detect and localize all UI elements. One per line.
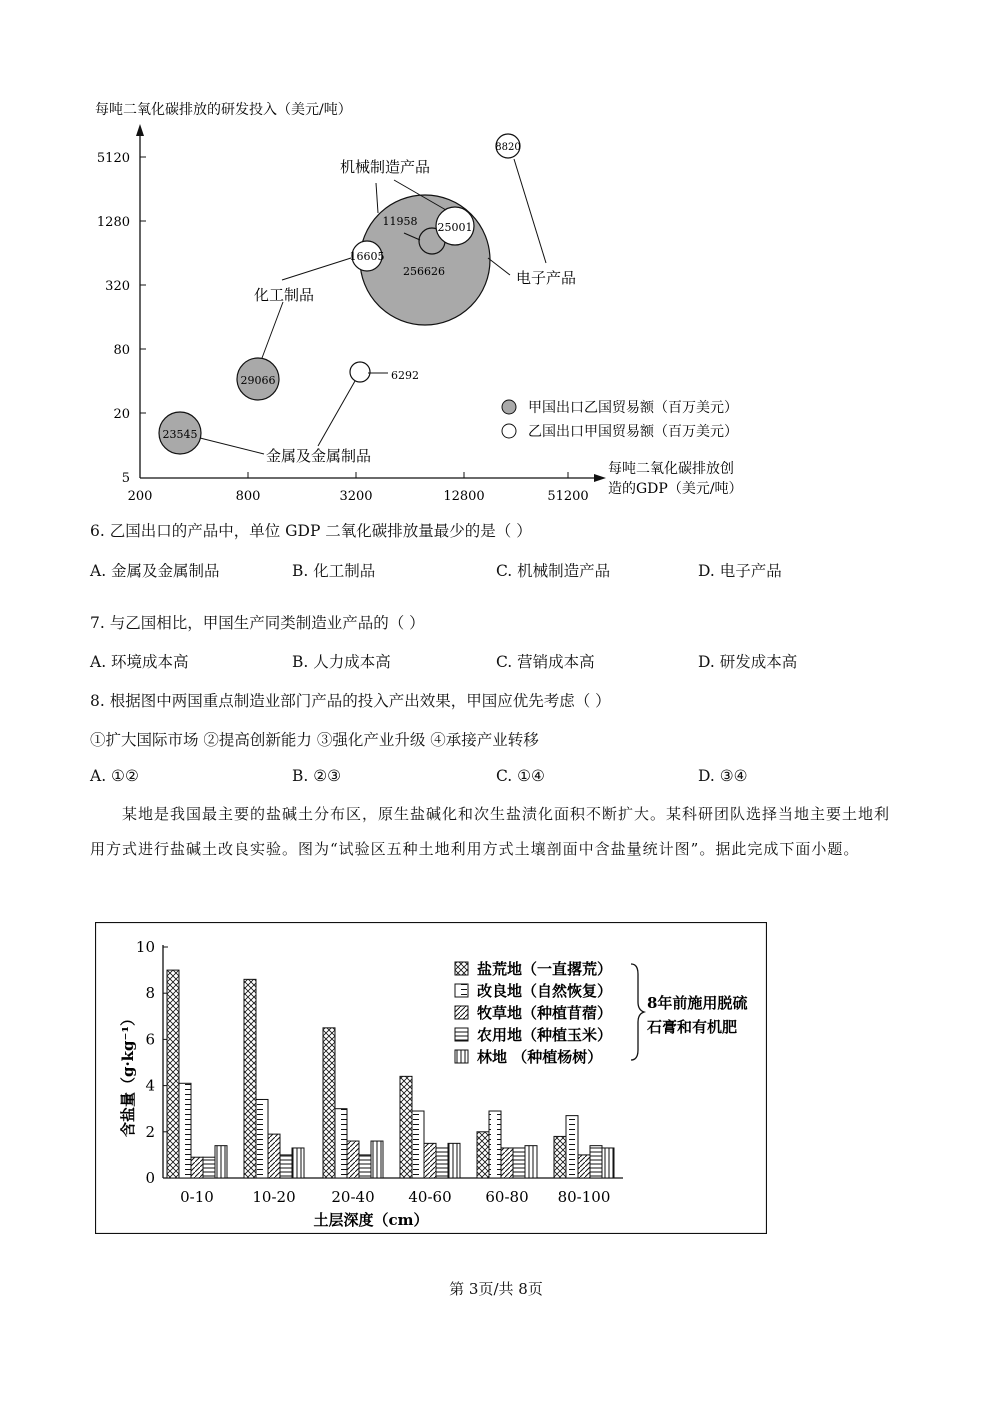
question-8-items: ①扩大国际市场 ②提高创新能力 ③强化产业升级 ④承接产业转移 xyxy=(90,731,539,749)
bar xyxy=(191,1157,203,1178)
legend-swatch xyxy=(455,984,468,997)
bubble-x-tick: 200 xyxy=(127,489,153,504)
bar xyxy=(167,970,179,1178)
q8-option-a[interactable]: A. ①② xyxy=(90,767,139,785)
bubble-label: 16605 xyxy=(349,250,385,263)
bar-chart-x-label: 土层深度（cm） xyxy=(313,1211,429,1229)
bar xyxy=(501,1148,513,1178)
bubble-label: 8820 xyxy=(495,142,521,153)
bar xyxy=(436,1148,448,1178)
bubble-y-tick: 5120 xyxy=(96,151,130,166)
bar xyxy=(525,1146,537,1178)
q7-option-a[interactable]: A. 环境成本高 xyxy=(90,653,189,671)
bubble-label: 11958 xyxy=(382,215,418,228)
callout-metal: 金属及金属制品 xyxy=(266,447,372,465)
bar-chart-bars xyxy=(167,970,614,1178)
bar xyxy=(477,1132,489,1178)
bubble-y-tick: 20 xyxy=(113,407,130,422)
legend-swatch xyxy=(455,962,468,975)
legend-swatch xyxy=(455,1028,468,1041)
bubble-x-tick: 800 xyxy=(235,489,261,504)
bubble-x-tick: 12800 xyxy=(443,489,485,504)
salt-bar-chart xyxy=(95,922,767,1234)
bar-chart-categories xyxy=(180,1188,610,1206)
legend-label: 盐荒地（一直撂荒） xyxy=(477,960,613,978)
bar xyxy=(412,1111,424,1178)
q8-option-b[interactable]: B. ②③ xyxy=(292,767,342,785)
callout-chemical: 化工制品 xyxy=(254,286,315,304)
legend-open-label: 乙国出口甲国贸易额（百万美元） xyxy=(528,424,738,440)
bar xyxy=(268,1134,280,1178)
bar xyxy=(335,1109,347,1178)
bubble-metal-b xyxy=(350,362,370,382)
bar-chart-legend xyxy=(455,960,612,1066)
legend-label: 改良地（自然恢复） xyxy=(477,982,613,1000)
bar xyxy=(448,1143,460,1178)
q6-option-d[interactable]: D. 电子产品 xyxy=(698,562,782,580)
bubble-y-tick: 320 xyxy=(105,279,130,294)
bar-category-label: 20-40 xyxy=(331,1188,375,1206)
bar-category-label: 0-10 xyxy=(180,1188,214,1206)
bubble-y-axis-label: 每吨二氧化碳排放的研发投入（美元/吨） xyxy=(95,102,352,118)
bar xyxy=(489,1111,501,1178)
q8-option-c[interactable]: C. ①④ xyxy=(496,767,545,785)
bubble-x-arrow xyxy=(594,474,606,482)
legend-label: 牧草地（种植苜蓿） xyxy=(477,1004,613,1022)
bar-y-tick-label: 2 xyxy=(145,1122,155,1141)
bubble-y-tick: 5 xyxy=(121,471,130,486)
bar-chart-y-label: 含盐量（g·kg⁻¹） xyxy=(119,1010,137,1138)
bubble-label: 256626 xyxy=(403,265,445,278)
question-6: 6. 乙国出口的产品中，单位 GDP 二氧化碳排放量最少的是（ ） xyxy=(90,522,532,540)
bar xyxy=(203,1157,215,1178)
brace-note-line2: 石膏和有机肥 xyxy=(647,1018,738,1036)
bubble-x-tick: 51200 xyxy=(547,489,589,504)
bar-y-tick-label: 8 xyxy=(145,984,155,1003)
bubble-y-tick: 1280 xyxy=(96,215,130,230)
question-7: 7. 与乙国相比，甲国生产同类制造业产品的（ ） xyxy=(90,614,425,632)
bar xyxy=(179,1083,191,1178)
bar-y-tick-label: 6 xyxy=(145,1030,155,1049)
q7-option-b[interactable]: B. 人力成本高 xyxy=(292,653,391,671)
bubble-x-tick: 3200 xyxy=(339,489,373,504)
bubble-chart xyxy=(0,90,992,510)
q7-option-d[interactable]: D. 研发成本高 xyxy=(698,653,798,671)
bubble-label: 6292 xyxy=(391,369,419,382)
bubble-y-tick: 80 xyxy=(113,343,130,358)
bar xyxy=(323,1028,335,1178)
bar xyxy=(424,1143,436,1178)
bubble-label: 25001 xyxy=(437,221,473,234)
q8-option-d[interactable]: D. ③④ xyxy=(698,767,748,785)
bar xyxy=(566,1116,578,1178)
bar xyxy=(602,1148,614,1178)
legend-label: 农用地（种植玉米） xyxy=(477,1026,613,1044)
passage: 某地是我国最主要的盐碱土分布区，原生盐碱化和次生盐渍化面积不断扩大。某科研团队选择当地主要土地利用方式进行盐碱土改良实验。图为“试验区五种土地利用方式土壤剖面中含盐量统计图”。据此完成下面小题。 xyxy=(90,805,891,858)
bar xyxy=(280,1155,292,1178)
bar xyxy=(347,1141,359,1178)
bar xyxy=(590,1146,602,1178)
q6-option-a[interactable]: A. 金属及金属制品 xyxy=(90,562,220,580)
bar xyxy=(215,1146,227,1178)
brace-note-line1: 8年前施用脱硫 xyxy=(647,994,748,1012)
bubble-x-axis-label-2: 造的GDP（美元/吨） xyxy=(608,481,743,497)
legend-brace xyxy=(631,964,644,1060)
bar xyxy=(292,1148,304,1178)
bar-category-label: 60-80 xyxy=(485,1188,529,1206)
legend-swatch xyxy=(455,1050,468,1063)
callout-electronics: 电子产品 xyxy=(516,269,577,287)
callout-machinery: 机械制造产品 xyxy=(340,158,431,176)
bubble-y-arrow xyxy=(136,124,144,136)
bar-category-label: 40-60 xyxy=(408,1188,452,1206)
bar-y-tick-label: 10 xyxy=(135,938,155,956)
bubble-x-axis-label-1: 每吨二氧化碳排放创 xyxy=(608,461,734,477)
legend-filled-label: 甲国出口乙国贸易额（百万美元） xyxy=(528,400,738,416)
callout-lines xyxy=(200,159,546,454)
bar xyxy=(554,1136,566,1178)
legend-open-marker xyxy=(502,424,516,438)
bar xyxy=(578,1155,590,1178)
legend-label: 林地 （种植杨树） xyxy=(477,1048,603,1066)
bubble-x-ticks xyxy=(128,472,589,504)
bar xyxy=(400,1076,412,1178)
legend-swatch xyxy=(455,1006,468,1019)
q6-option-b[interactable]: B. 化工制品 xyxy=(292,562,376,580)
bar-category-label: 80-100 xyxy=(557,1188,611,1206)
page-footer: 第 3页/共 8页 xyxy=(449,1280,543,1298)
bar-y-tick-label: 4 xyxy=(145,1076,155,1095)
bar xyxy=(359,1155,371,1178)
bubble-label: 23545 xyxy=(162,428,198,441)
bar-category-label: 10-20 xyxy=(252,1188,296,1206)
q7-option-c[interactable]: C. 营销成本高 xyxy=(496,653,595,671)
bar xyxy=(513,1148,525,1178)
bar xyxy=(371,1141,383,1178)
bar xyxy=(244,979,256,1178)
q6-option-c[interactable]: C. 机械制造产品 xyxy=(496,562,611,580)
bar-chart-frame xyxy=(96,923,767,1234)
legend-filled-marker xyxy=(502,400,516,414)
bar-y-tick-label: 0 xyxy=(145,1169,155,1187)
bar xyxy=(256,1099,268,1178)
question-8: 8. 根据图中两国重点制造业部门产品的投入产出效果，甲国应优先考虑（ ） xyxy=(90,692,611,710)
bubble-y-ticks xyxy=(97,151,146,486)
bubble-label: 29066 xyxy=(240,374,276,387)
